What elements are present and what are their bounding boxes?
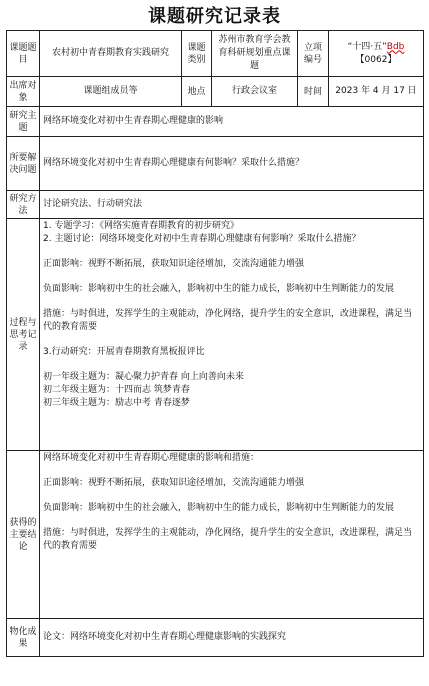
row-attendees: [7, 77, 424, 107]
attendees-value: 课题组成员等: [40, 77, 182, 107]
topic-label: 课题题目: [7, 31, 40, 77]
conclusion-line: 负面影响：影响初中生的社会融入，影响初中生的能力成长，影响初中生判断能力的发展: [43, 503, 395, 513]
process-line: 正面影响：视野不断拓展，获取知识途径增加，交流沟通能力增强: [43, 259, 305, 269]
project-no-suffix: Bdb: [386, 41, 405, 52]
process-line: 2. 主题讨论：网络环境变化对初中生青春期心理健康有何影响？采取什么措施？: [43, 234, 361, 244]
conclusion-label: 获得的主要结论: [7, 451, 40, 619]
process-label: 过程与思考记录: [7, 219, 40, 451]
process-line: 初一年级主题为：凝心聚力护青春 向上向善向未来: [43, 372, 244, 382]
category-value: 苏州市教育学会教育科研规划重点课题: [212, 31, 298, 77]
row-outcome: [7, 619, 424, 657]
process-line: 3.行动研究：开展青春期教育黑板报评比: [43, 347, 205, 357]
row-topic: [7, 31, 424, 77]
research-topic-value: 网络环境变化对初中生青春期心理健康的影响: [40, 107, 424, 137]
topic-value: 农村初中青春期教育实践研究: [40, 31, 182, 77]
conclusion-line: 正面影响：视野不断拓展，获取知识途径增加，交流沟通能力增强: [43, 478, 305, 488]
conclusion-content: [40, 451, 424, 619]
process-line: 初二年级主题为：十四而志 筑梦青春: [43, 385, 190, 395]
process-line: 初三年级主题为：励志中考 青春逐梦: [43, 398, 190, 408]
research-topic-label: 研究主题: [7, 107, 40, 137]
process-line: 1. 专题学习：《网络实施青春期教育的初步研究》: [43, 221, 239, 231]
outcome-value: 论文：网络环境变化对初中生青春期心理健康影响的实践探究: [40, 619, 424, 657]
row-problem: [7, 137, 424, 191]
place-label: 地点: [182, 77, 212, 107]
record-table: [6, 30, 424, 657]
problem-label: 所要解决问题: [7, 137, 40, 191]
document-title: 课题研究记录表: [148, 6, 281, 27]
attendees-label: 出席对象: [7, 77, 40, 107]
problem-value: 网络环境变化对初中生青春期心理健康有何影响？采取什么措施？: [40, 137, 424, 191]
category-label: 课题类别: [182, 31, 212, 77]
row-method: [7, 191, 424, 219]
method-value: 讨论研究法、行动研究法: [40, 191, 424, 219]
row-research-topic: [7, 107, 424, 137]
project-no-cell: [329, 31, 424, 77]
process-line: 负面影响：影响初中生的社会融入，影响初中生的能力成长，影响初中生判断能力的发展: [43, 284, 395, 294]
project-no-value: “十四·五”: [347, 41, 387, 52]
process-content: [40, 219, 424, 451]
place-value: 行政会议室: [212, 77, 298, 107]
method-label: 研究方法: [7, 191, 40, 219]
conclusion-line: 措施：与时俱进，发挥学生的主观能动，净化网络，提升学生的安全意识，改进课程，满足当代的教育需要: [43, 528, 413, 551]
outcome-label: 物化成果: [7, 619, 40, 657]
row-process: [7, 219, 424, 451]
project-no-value2: 【0062】: [355, 54, 397, 65]
row-conclusion: [7, 451, 424, 619]
time-value: 2023 年 4 月 17 日: [329, 77, 424, 107]
conclusion-line: 网络环境变化对初中生青春期心理健康的影响和措施：: [43, 453, 260, 463]
process-line: 措施：与时俱进，发挥学生的主观能动，净化网络，提升学生的安全意识，改进课程，满足当代的教育需要: [43, 309, 413, 332]
project-no-label: 立项编号: [298, 31, 329, 77]
time-label: 时间: [298, 77, 329, 107]
